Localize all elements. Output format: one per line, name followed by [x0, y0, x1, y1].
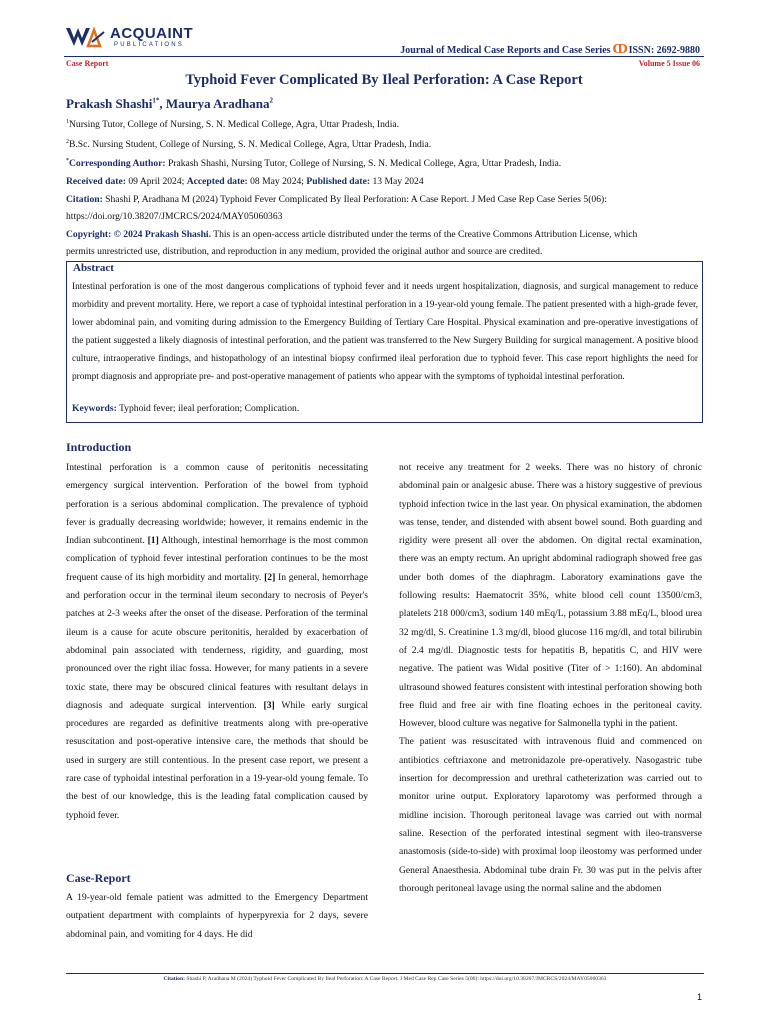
journal-header — [400, 42, 700, 57]
affiliation-1: $^1$Nursing Tutor, College of Nursing, S. N. Medical College, Agra, Uttar Pradesh, India. — [66, 119, 400, 131]
author-1-sup: 1* — [152, 96, 160, 105]
reference-3[interactable]: [3] — [263, 699, 275, 711]
affiliations — [66, 114, 706, 261]
corresponding-author: *Corresponding Author: Prakash Shashi, Nursing Tutor, College of Nursing, S. N. Medical College, Agra, Uttar Pradesh, India. — [66, 158, 562, 170]
introduction-heading: Introduction — [66, 440, 132, 454]
header-rule — [64, 56, 704, 57]
case-report-heading: Case-Report — [66, 871, 131, 885]
article-title: Typhoid Fever Complicated By Ileal Perforation: A Case Report — [185, 72, 583, 88]
volume-label: Volume 5 Issue 06 — [638, 59, 700, 68]
citation: Citation: Shashi P, Aradhana M (2024) Typhoid Fever Complicated By Ileal Perforation: A Case Report. J Med Case Rep Case Series 5(06): — [66, 193, 607, 205]
journal-name: Journal of Medical Case Reports and Case Series — [400, 45, 611, 56]
keywords: Keywords: Typhoid fever; ileal perforation; Complication. — [72, 403, 300, 414]
open-access-icon: ↀ — [612, 42, 628, 56]
case-report-body — [66, 889, 368, 944]
copyright-cont: permits unrestricted use, distribution, and reproduction in any medium, provided the original author and source are credited. — [66, 246, 543, 258]
logo-subtext: PUBLICATIONS — [114, 42, 184, 48]
doi-link[interactable]: https://doi.org/10.38207/JMCRCS/2024/MAY05060363 — [66, 211, 283, 223]
author-2: Maurya Aradhana — [165, 96, 270, 111]
acquaint-logo-icon — [64, 24, 108, 50]
reference-1[interactable]: [1] — [147, 535, 159, 547]
copyright: Copyright: © 2024 Prakash Shashi. This is an open-access article distributed under the terms of the Creative Commons Attribution License, which — [66, 228, 638, 240]
footer-citation: Citation: Shashi P, Aradhana M (2024) Typhoid Fever Complicated By Ileal Perforation: A Case Report. J Med Case Rep Case Series 5(06): https://doi.org/10.38207/JMCRCS/2024/MAY05060363 — [163, 976, 607, 982]
author-separator: , — [159, 96, 166, 111]
article-type-label: Case Report — [66, 59, 109, 68]
introduction-paragraph: Intestinal perforation is a common cause of peritonitis necessitating emergency surgical intervention. Perforation of the bowel from typhoid perforation is a serious abdominal complication. The prevalence of typhoid fever is gradually decreasing worldwide; however, it remains endemic in the Indian subcontinent. [1] Although, intestinal hemorrhage is the most common complication of typhoid fever intestinal perforation continues to be the most frequent cause of its high morbidity and mortality. [2] In general, hemorrhage and perforation occur in the terminal ileum secondary to necrosis of Peyer's patches at 2-3 weeks after the onset of the disease. Perforation of the terminal ileum is a cause for acute obscure peritonitis, heralded by exacerbation of abdominal pain associated with tenderness, rigidity, and guarding, most pronounced over the right iliac fossa. However, for many patients in a severe toxic state, there may be obscured clinical features with resultant delays in diagnosis and adequate surgical intervention. [3] While early surgical procedures are regarded as definitive treatments along with pre-operative resuscitation and post-operative intensive care, the methods that should be used in surgery are still contentious. In the present case report, we present a rare case of typhoidal intestinal perforation in a 19-year-old young female. To the best of our knowledge, this is the leading fatal complication caused by typhoid fever. — [66, 462, 368, 821]
abstract-heading: Abstract — [73, 262, 114, 274]
abstract-text: Intestinal perforation is one of the most dangerous complications of typhoid fever and it needs urgent hospitalization, diagnosis, and surgical management to reduce morbidity and prevent mortality. Here, we report a case of typhoidal intestinal perforation in a 19-year-old young female. The patient presented with a high-grade fever, lower abdominal pain, and vomiting during admission to the Emergency Building of Tertiary Care Hospital. Physical examination and pre-operative investigations of the patient suggested a likely diagnosis of intestinal perforation, and the patient was transferred to the New Surgery Building for surgical management. A positive blood culture, intraoperative findings, and histopathology of an intestinal biopsy confirmed ileal perforation due to typhoid fever. This case report highlights the need for prompt diagnosis and appropriate pre- and post-operative management of patients who appear with the symptoms of typhoidal intestinal perforation. — [72, 282, 698, 383]
author-2-sup: 2 — [269, 96, 273, 105]
dates: Received date: 09 April 2024; Accepted date: 08 May 2024; Published date: 13 May 2024 — [66, 176, 424, 188]
issn: ISSN: 2692-9880 — [628, 45, 700, 56]
page-number: 1 — [696, 992, 702, 1002]
case-paragraph-cont: not receive any treatment for 2 weeks. There was no history of chronic abdominal pain or analgesic abuse. There was a history suggestive of previous typhoid infection twice in the last year. On physical examination, the abdomen was tense, tender, and distended with absent bowel sound. Both guarding and rigidity were present all over the abdomen. On digital rectal examination, there was an empty rectum. An upright abdominal radiograph showed free gas under both domes of the diaphragm. Laboratory examinations gave the following results: Haematocrit 35%, white blood cell count 13500/cm3, platelets 218 000/cm3, sodium 140 mEq/L, potassium 3.88 mEq/L, blood urea 32 mg/dl, S. Creatinine 1.3 mg/dl, blood glucose 116 mg/dl, and total bilirubin of 2.4 mg/dl. Diagnostic tests for hepatitis B, hepatitis C, and HIV were negative. The patient was Widal positive (Titer of > 1:160). An abdominal ultrasound showed features consistent with intestinal perforation showing both free fluid and free air with fine floating echoes in the peritoneal cavity. However, blood culture was negative for Salmonella typhi in the patient. — [399, 462, 702, 730]
treatment-paragraph: The patient was resuscitated with intravenous fluid and commenced on antibiotics ceftriaxone and metronidazole pre-operatively. Nasogastric tube insertion for decompression and urethral catheterization was carried out to monitor urine output. Exploratory laparotomy was performed through a midline incision. Thorough peritoneal lavage was carried out with normal saline. Resection of the perforated intestinal segment with ileo-transverse anastomosis (side-to-side) with proximal loop ileostomy was performed under General Anaesthesia. Abdominal tube drain Fr. 30 was put in the pelvis after thorough peritoneal lavage using the normal saline and the abdomen — [399, 736, 702, 894]
introduction-body — [66, 459, 368, 825]
author-1: Prakash Shashi — [66, 96, 153, 111]
case-paragraph: A 19-year-old female patient was admitted to the Emergency Department outpatient department with complaints of hyperpyrexia for 2 days, severe abdominal pain, and vomiting for 4 days. He did — [66, 892, 368, 940]
reference-2[interactable]: [2] — [264, 571, 276, 583]
abstract-box — [66, 261, 703, 423]
logo-text: ACQUAINT — [110, 25, 194, 42]
right-column-body — [399, 459, 702, 898]
publisher-logo — [64, 22, 204, 52]
author-list — [66, 96, 273, 112]
footer-rule — [66, 973, 704, 974]
affiliation-2: $^2$B.Sc. Nursing Student, College of Nursing, S. N. Medical College, Agra, Uttar Pradesh, India. — [66, 138, 432, 150]
